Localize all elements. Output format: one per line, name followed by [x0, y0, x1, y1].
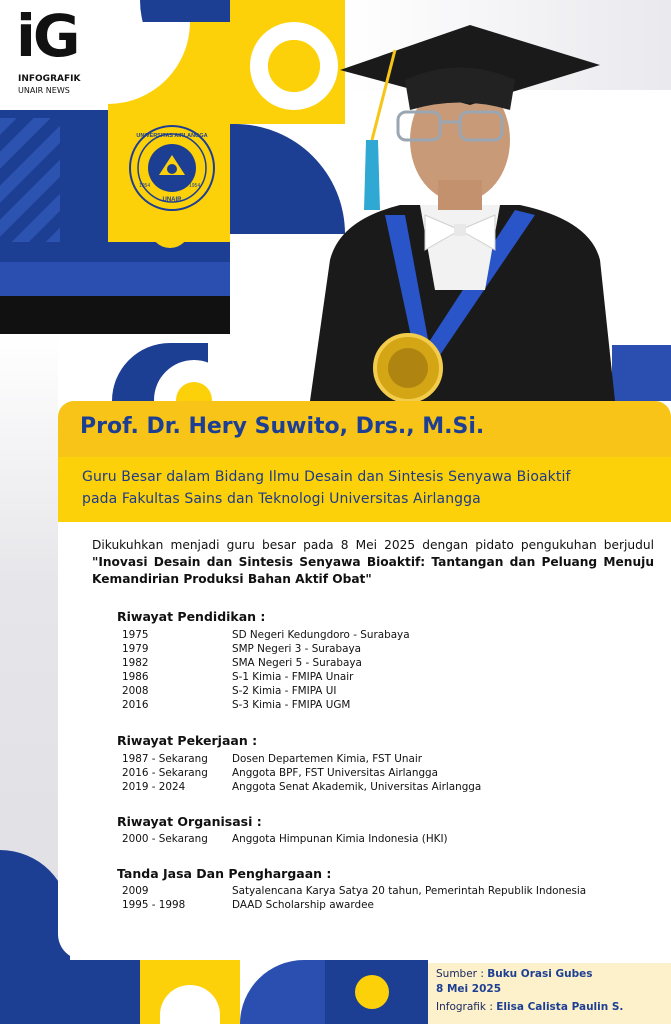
work-year: 1987 - Sekarang [122, 753, 208, 765]
university-seal [129, 125, 215, 211]
deco-blue-band [0, 262, 230, 296]
deco-bottom-yellow-dot [355, 975, 389, 1009]
deco-right-blue [612, 345, 671, 401]
education-year: 1982 [122, 657, 149, 669]
deco-black-band [0, 296, 230, 334]
work-title: Riwayat Pekerjaan : [117, 733, 258, 748]
subtitle-bar [58, 457, 671, 522]
name-bar [58, 401, 671, 457]
credit-value: Elisa Calista Paulin S. [496, 1001, 624, 1013]
work-desc: Anggota Senat Akademik, Universitas Airlangga [232, 781, 482, 793]
subtitle-line2: pada Fakultas Sains dan Teknologi Universitas Airlangga [82, 491, 481, 507]
seal-text-top: UNIVERSITAS AIRLANGGA [136, 133, 208, 139]
award-desc: Satyalencana Karya Satya 20 tahun, Pemerintah Republik Indonesia [232, 885, 587, 897]
source-date: 8 Mei 2025 [436, 983, 502, 995]
education-year: 1979 [122, 643, 149, 655]
source-line [436, 968, 593, 980]
award-year: 1995 - 1998 [122, 899, 186, 911]
seal-year-right: 1954 [189, 183, 201, 189]
education-desc: S-1 Kimia - FMIPA Unair [232, 671, 354, 683]
work-year: 2016 - Sekarang [122, 767, 208, 779]
logo-line2: UNAIR NEWS [18, 86, 70, 95]
education-desc: S-2 Kimia - FMIPA UI [232, 685, 337, 697]
organization-desc: Anggota Himpunan Kimia Indonesia (HKI) [232, 833, 448, 845]
education-title: Riwayat Pendidikan : [117, 609, 266, 624]
education-year: 1975 [122, 629, 149, 641]
deco-bottom-navy-2 [0, 960, 140, 1024]
portrait [300, 10, 620, 401]
awards-title: Tanda Jasa Dan Penghargaan : [117, 866, 332, 881]
source-date-line [436, 983, 501, 995]
deco-navy-bottom [0, 242, 230, 262]
logo-mark: iG [16, 2, 78, 70]
education-year: 2016 [122, 699, 149, 711]
intro-prefix: Dikukuhkan menjadi guru besar pada 8 Mei 2025 dengan pidato pengukuhan berjudul [92, 538, 654, 552]
education-desc: SMA Negeri 5 - Surabaya [232, 657, 362, 669]
source-box [428, 963, 671, 1024]
infografik-logo [16, 2, 100, 100]
education-desc: SMP Negeri 3 - Surabaya [232, 643, 362, 655]
subtitle-line1: Guru Besar dalam Bidang Ilmu Desain dan Sintesis Senyawa Bioaktif [82, 469, 571, 485]
seal-year-left: 1954 [139, 183, 151, 189]
intro-paragraph [92, 537, 654, 588]
work-year: 2019 - 2024 [122, 781, 186, 793]
work-desc: Dosen Departemen Kimia, FST Unair [232, 753, 422, 765]
professor-name: Prof. Dr. Hery Suwito, Drs., M.Si. [80, 414, 485, 439]
credit-line [436, 1001, 623, 1013]
credit-label: Infografik : [436, 1001, 493, 1013]
logo-line1: INFOGRAFIK [18, 74, 81, 84]
award-desc: DAAD Scholarship awardee [232, 899, 374, 911]
education-desc: SD Negeri Kedungdoro - Surabaya [232, 629, 410, 641]
source-value: Buku Orasi Gubes [487, 968, 593, 980]
seal-text-bottom: UNAIR [162, 197, 182, 203]
education-desc: S-3 Kimia - FMIPA UGM [232, 699, 351, 711]
source-label: Sumber : [436, 968, 484, 980]
organization-title: Riwayat Organisasi : [117, 814, 262, 829]
organization-year: 2000 - Sekarang [122, 833, 208, 845]
education-year: 2008 [122, 685, 149, 697]
deco-bottom-blue [240, 960, 325, 1024]
award-year: 2009 [122, 885, 149, 897]
work-desc: Anggota BPF, FST Universitas Airlangga [232, 767, 439, 779]
education-year: 1986 [122, 671, 149, 683]
intro-title: "Inovasi Desain dan Sintesis Senyawa Bioaktif: Tantangan dan Peluang Menuju Kemandirian Produksi Bahan Aktif Obat" [92, 555, 654, 586]
